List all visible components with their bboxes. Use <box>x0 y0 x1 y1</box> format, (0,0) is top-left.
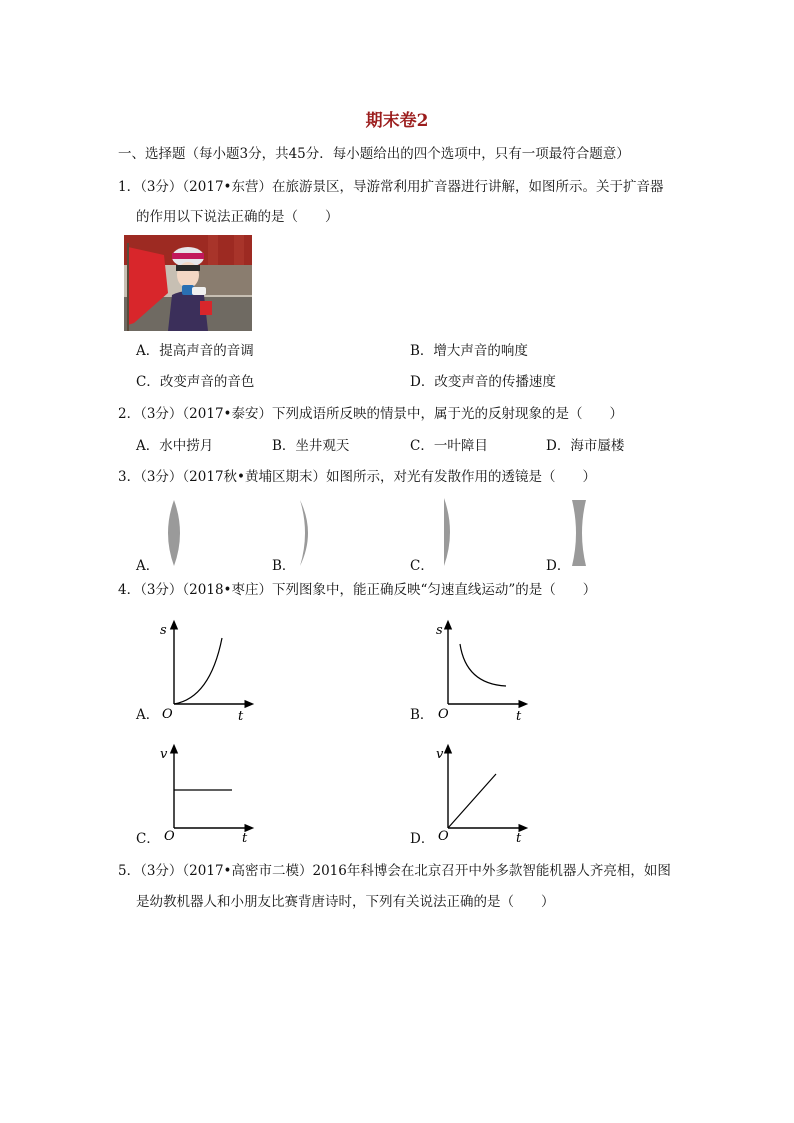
q3-stem: 3．（3分）（2017秋•黄埔区期末）如图所示，对光有发散作用的透镜是（ ） <box>118 469 596 485</box>
axis-t-label: t <box>238 709 244 724</box>
q5-stem-line2: 是幼教机器人和小朋友比赛背唐诗时，下列有关说法正确的是（ ） <box>136 894 555 910</box>
graph-b-s-t-decreasing <box>432 618 532 724</box>
origin-label: O <box>438 829 449 844</box>
q1-option-c: C．改变声音的音色 <box>136 374 255 390</box>
q1-option-d: D．改变声音的传播速度 <box>410 374 556 390</box>
q2-option-b: B．坐井观天 <box>272 438 350 454</box>
axis-t-label: t <box>242 831 248 846</box>
page-title: 期末卷2 <box>365 111 429 131</box>
q4-option-b: B． <box>410 707 434 723</box>
q1-option-a: A．提高声音的音调 <box>136 343 254 359</box>
q2-option-c: C．一叶障目 <box>410 438 488 454</box>
axis-t-label: t <box>516 831 522 846</box>
section-header: 一、选择题（每小题3分，共45分．每小题给出的四个选项中，只有一项最符合题意） <box>118 146 630 162</box>
q4-option-c: C． <box>136 831 160 847</box>
graph-a-s-t-accelerating <box>158 618 258 724</box>
q4-option-a: A． <box>136 707 160 723</box>
q2-option-a: A．水中捞月 <box>136 438 214 454</box>
q5-stem-line1: 5．（3分）（2017•高密市二模）2016年科博会在北京召开中外多款智能机器人齐亮相，如图 <box>118 863 671 879</box>
q1-stem-line1: 1．（3分）（2017•东营）在旅游景区，导游常利用扩音器进行讲解，如图所示。关于扩音器 <box>118 179 664 195</box>
tour-guide-photo <box>124 235 252 331</box>
meniscus-lens-b <box>292 498 320 568</box>
axis-s-label: s <box>436 623 443 638</box>
axis-v-label: v <box>436 747 444 762</box>
q4-stem: 4．（3分）（2018•枣庄）下列图象中，能正确反映“匀速直线运动”的是（ ） <box>118 582 597 598</box>
graph-c-v-t-constant <box>158 742 258 848</box>
axis-t-label: t <box>516 709 522 724</box>
q1-stem-line2: 的作用以下说法正确的是（ ） <box>136 209 339 225</box>
origin-label: O <box>162 707 173 722</box>
q2-stem: 2．（3分）（2017•泰安）下列成语所反映的情景中，属于光的反射现象的是（ ） <box>118 406 623 422</box>
q2-option-d: D．海市蜃楼 <box>546 438 625 454</box>
biconvex-lens-a <box>160 498 188 568</box>
origin-label: O <box>438 707 449 722</box>
axis-v-label: v <box>160 747 168 762</box>
q3-option-a: A． <box>136 558 160 574</box>
plano-convex-lens-c <box>436 496 460 568</box>
origin-label: O <box>164 829 175 844</box>
q3-option-c: C． <box>410 558 434 574</box>
graph-d-v-t-increasing <box>432 742 532 848</box>
q3-option-b: B． <box>272 558 296 574</box>
q3-option-d: D． <box>546 558 571 574</box>
q1-option-b: B．增大声音的响度 <box>410 343 528 359</box>
axis-s-label: s <box>160 623 167 638</box>
q4-option-d: D． <box>410 831 435 847</box>
